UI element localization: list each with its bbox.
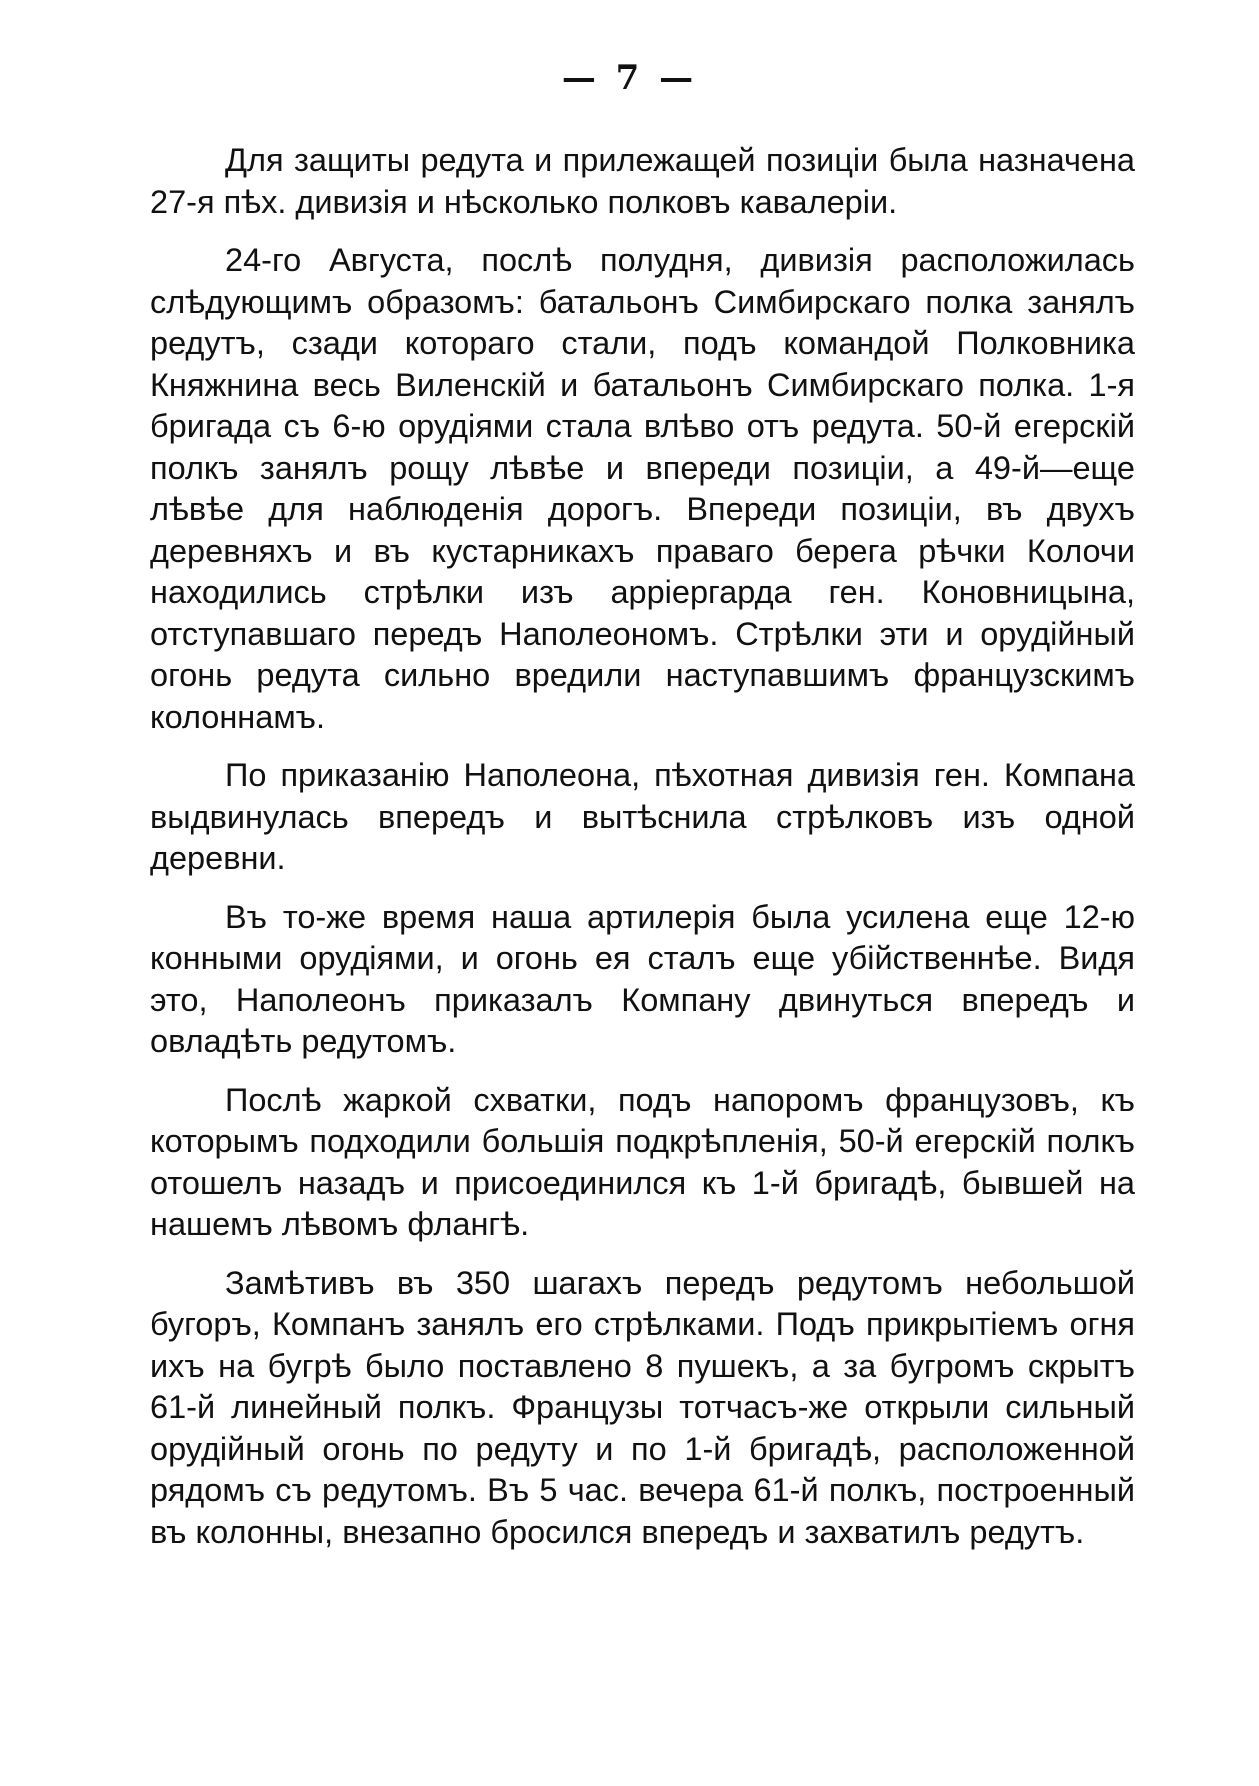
- paragraph: Послѣ жаркой схватки, подъ напоромъ французовъ, къ которымъ подходили большія подкрѣпленія, 50-й егерскій полкъ отошелъ назадъ и присоединился къ 1-й бригадѣ, бывшей на нашемъ лѣвомъ флангѣ.: [150, 1081, 1135, 1242]
- paragraph: Въ то-же время наша артилерія была усилена еще 12-ю конными орудіями, и огонь ея сталъ еще убійственнѣе. Видя это, Наполеонъ приказалъ Компану двинуться впередъ и овладѣть редутомъ.: [150, 898, 1135, 1059]
- paragraph: 24-го Августа, послѣ полудня, дивизія расположилась слѣдующимъ образомъ: батальонъ Симбирскаго полка занялъ редутъ, сзади котораго стали, подъ командой Полковника Княжнина весь Виленскій и батальонъ Симбирскаго полка. 1-я бригада съ 6-ю орудіями стала влѣво отъ редута. 50-й егерскій полкъ занялъ рощу лѣвѣе и впереди позиціи, а 49-й—еще лѣвѣе для наблюденія дорогъ. Впереди позиціи, въ двухъ деревняхъ и въ кустарникахъ праваго берега рѣчки Колочи находились стрѣлки изъ арріергарда ген. Коновницына, отступавшаго передъ Наполеономъ. Стрѣлки эти и орудійный огонь редута сильно вредили наступавшимъ французскимъ колоннамъ.: [150, 242, 1135, 735]
- body-text: [150, 140, 1135, 1570]
- paragraph: По приказанію Наполеона, пѣхотная дивизія ген. Компана выдвинулась впередъ и вытѣснила стрѣлковъ изъ одной деревни.: [150, 757, 1135, 876]
- page-number: — 7 —: [561, 58, 698, 98]
- paragraph: Замѣтивъ въ 350 шагахъ передъ редутомъ небольшой бугоръ, Компанъ занялъ его стрѣлками. Подъ прикрытіемъ огня ихъ на бугрѣ было поставлено 8 пушекъ, а за бугромъ скрытъ 61-й линейный полкъ. Французы тотчасъ-же открыли сильный орудійный огонь по редуту и по 1-й бригадѣ, расположенной рядомъ съ редутомъ. Въ 5 час. вечера 61-й полкъ, построенный въ колонны, внезапно бросился впередъ и захватилъ редутъ.: [150, 1264, 1135, 1550]
- paragraph: Для защиты редута и прилежащей позиціи была назначена 27-я пѣх. дивизія и нѣсколько полковъ кавалеріи.: [150, 142, 1135, 220]
